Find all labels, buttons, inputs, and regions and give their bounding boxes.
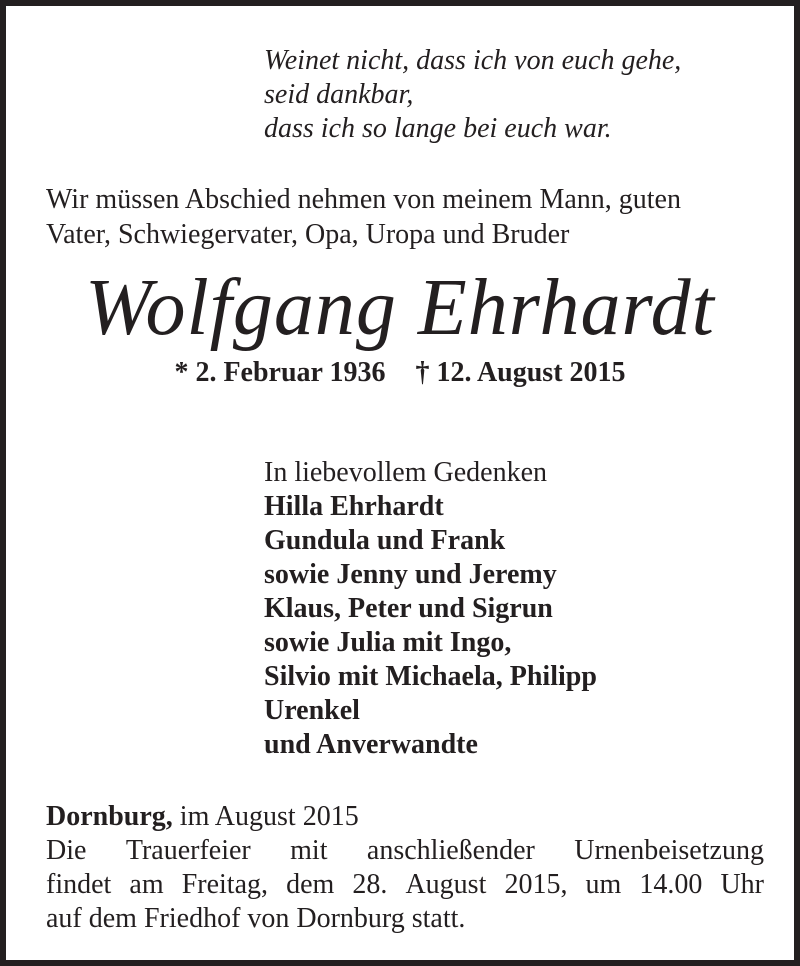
intro-text [46, 182, 766, 252]
deceased-name: Wolfgang Ehrhardt [85, 264, 715, 352]
mourner-name: und Anverwandte [264, 729, 478, 760]
funeral-word: Uhr [720, 869, 764, 900]
funeral-line-2 [46, 868, 764, 902]
funeral-info [46, 834, 764, 936]
mourner-name: Silvio mit Michaela, Philipp [264, 661, 597, 692]
mourner-name: Urenkel [264, 695, 360, 726]
intro-line: Vater, Schwiegervater, Opa, Uropa und Bruder [46, 219, 570, 250]
funeral-word: Die [46, 835, 87, 866]
mourner-name: Hilla Ehrhardt [264, 491, 444, 522]
funeral-word: Urnenbeisetzung [574, 835, 764, 866]
place-date: im August 2015 [179, 801, 359, 832]
birth-date: * 2. Februar 1936 [174, 357, 386, 388]
poem-line: Weinet nicht, dass ich von euch gehe, [264, 45, 682, 76]
funeral-word: mit [290, 835, 328, 866]
mourner-name: sowie Jenny und Jeremy [264, 559, 557, 590]
funeral-word: findet [46, 869, 112, 900]
poem [264, 44, 681, 146]
funeral-word: 14.00 [639, 869, 703, 900]
death-date: † 12. August 2015 [415, 357, 626, 388]
poem-line: seid dankbar, [264, 79, 414, 110]
funeral-word: 2015, [504, 869, 568, 900]
funeral-line-1 [46, 834, 764, 868]
funeral-word: August [405, 869, 487, 900]
mourner-name: sowie Julia mit Ingo, [264, 627, 512, 658]
funeral-word: Freitag, [181, 869, 268, 900]
funeral-word: dem [286, 869, 335, 900]
funeral-word: anschließender [366, 835, 535, 866]
funeral-line-3: auf dem Friedhof von Dornburg statt. [46, 903, 466, 934]
mourner-name: Gundula und Frank [264, 525, 506, 556]
funeral-word: am [129, 869, 164, 900]
funeral-word: Trauerfeier [125, 835, 251, 866]
place-date-line [46, 800, 359, 834]
mourners-heading: In liebevollem Gedenken [264, 457, 548, 488]
poem-line: dass ich so lange bei euch war. [264, 113, 612, 144]
funeral-word: 28. [352, 869, 388, 900]
mourners-list [264, 456, 597, 762]
place-town: Dornburg, [46, 801, 173, 832]
funeral-word: um [585, 869, 622, 900]
mourner-name: Klaus, Peter und Sigrun [264, 593, 553, 624]
intro-line: Wir müssen Abschied nehmen von meinem Mann, guten [46, 184, 681, 215]
life-dates [6, 356, 794, 390]
